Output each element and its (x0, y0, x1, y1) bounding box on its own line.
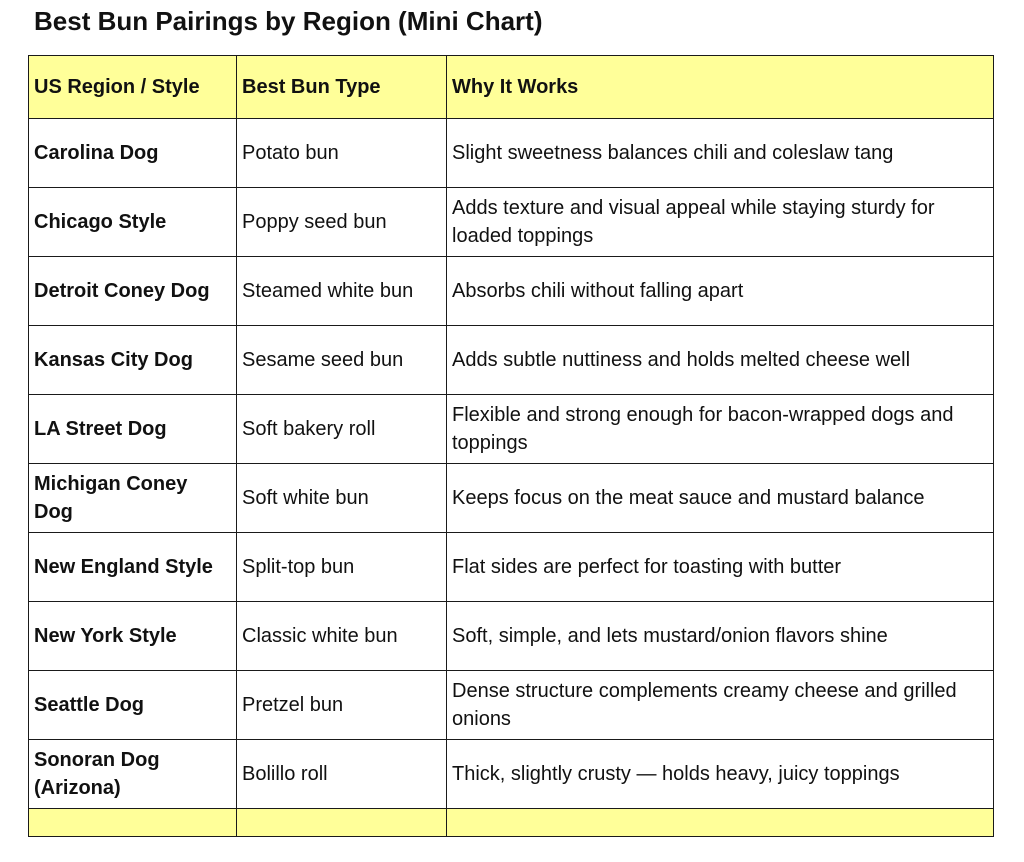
column-header-why: Why It Works (447, 56, 994, 119)
table-row (29, 533, 994, 602)
table-row (29, 464, 994, 533)
region-cell: LA Street Dog (29, 395, 237, 464)
footer-cell (237, 809, 447, 837)
footer-cell (447, 809, 994, 837)
why-cell: Keeps focus on the meat sauce and mustard balance (447, 464, 994, 533)
bun-cell: Poppy seed bun (237, 188, 447, 257)
region-cell: Sonoran Dog (Arizona) (29, 740, 237, 809)
bun-cell: Classic white bun (237, 602, 447, 671)
table-row (29, 188, 994, 257)
why-cell: Flat sides are perfect for toasting with butter (447, 533, 994, 602)
column-header-region: US Region / Style (29, 56, 237, 119)
column-header-bun-type: Best Bun Type (237, 56, 447, 119)
why-cell: Dense structure complements creamy cheese and grilled onions (447, 671, 994, 740)
table-row (29, 257, 994, 326)
region-cell: Kansas City Dog (29, 326, 237, 395)
table-row (29, 119, 994, 188)
region-cell: New York Style (29, 602, 237, 671)
page-title: Best Bun Pairings by Region (Mini Chart) (34, 6, 543, 36)
bun-cell: Pretzel bun (237, 671, 447, 740)
bun-cell: Soft bakery roll (237, 395, 447, 464)
table-row (29, 602, 994, 671)
bun-cell: Potato bun (237, 119, 447, 188)
footer-cell (29, 809, 237, 837)
table-row (29, 740, 994, 809)
region-cell: Michigan Coney Dog (29, 464, 237, 533)
region-cell: Seattle Dog (29, 671, 237, 740)
why-cell: Adds subtle nuttiness and holds melted cheese well (447, 326, 994, 395)
footer-row (29, 809, 994, 837)
why-cell: Adds texture and visual appeal while staying sturdy for loaded toppings (447, 188, 994, 257)
table-row (29, 326, 994, 395)
why-cell: Thick, slightly crusty — holds heavy, juicy toppings (447, 740, 994, 809)
bun-cell: Split-top bun (237, 533, 447, 602)
why-cell: Flexible and strong enough for bacon-wrapped dogs and toppings (447, 395, 994, 464)
bun-cell: Steamed white bun (237, 257, 447, 326)
bun-cell: Soft white bun (237, 464, 447, 533)
region-cell: Carolina Dog (29, 119, 237, 188)
why-cell: Slight sweetness balances chili and coleslaw tang (447, 119, 994, 188)
region-cell: Detroit Coney Dog (29, 257, 237, 326)
bun-pairings-table (28, 55, 994, 837)
table-row (29, 671, 994, 740)
region-cell: New England Style (29, 533, 237, 602)
table-row (29, 395, 994, 464)
why-cell: Absorbs chili without falling apart (447, 257, 994, 326)
bun-cell: Sesame seed bun (237, 326, 447, 395)
bun-cell: Bolillo roll (237, 740, 447, 809)
header-row (29, 56, 994, 119)
region-cell: Chicago Style (29, 188, 237, 257)
why-cell: Soft, simple, and lets mustard/onion flavors shine (447, 602, 994, 671)
